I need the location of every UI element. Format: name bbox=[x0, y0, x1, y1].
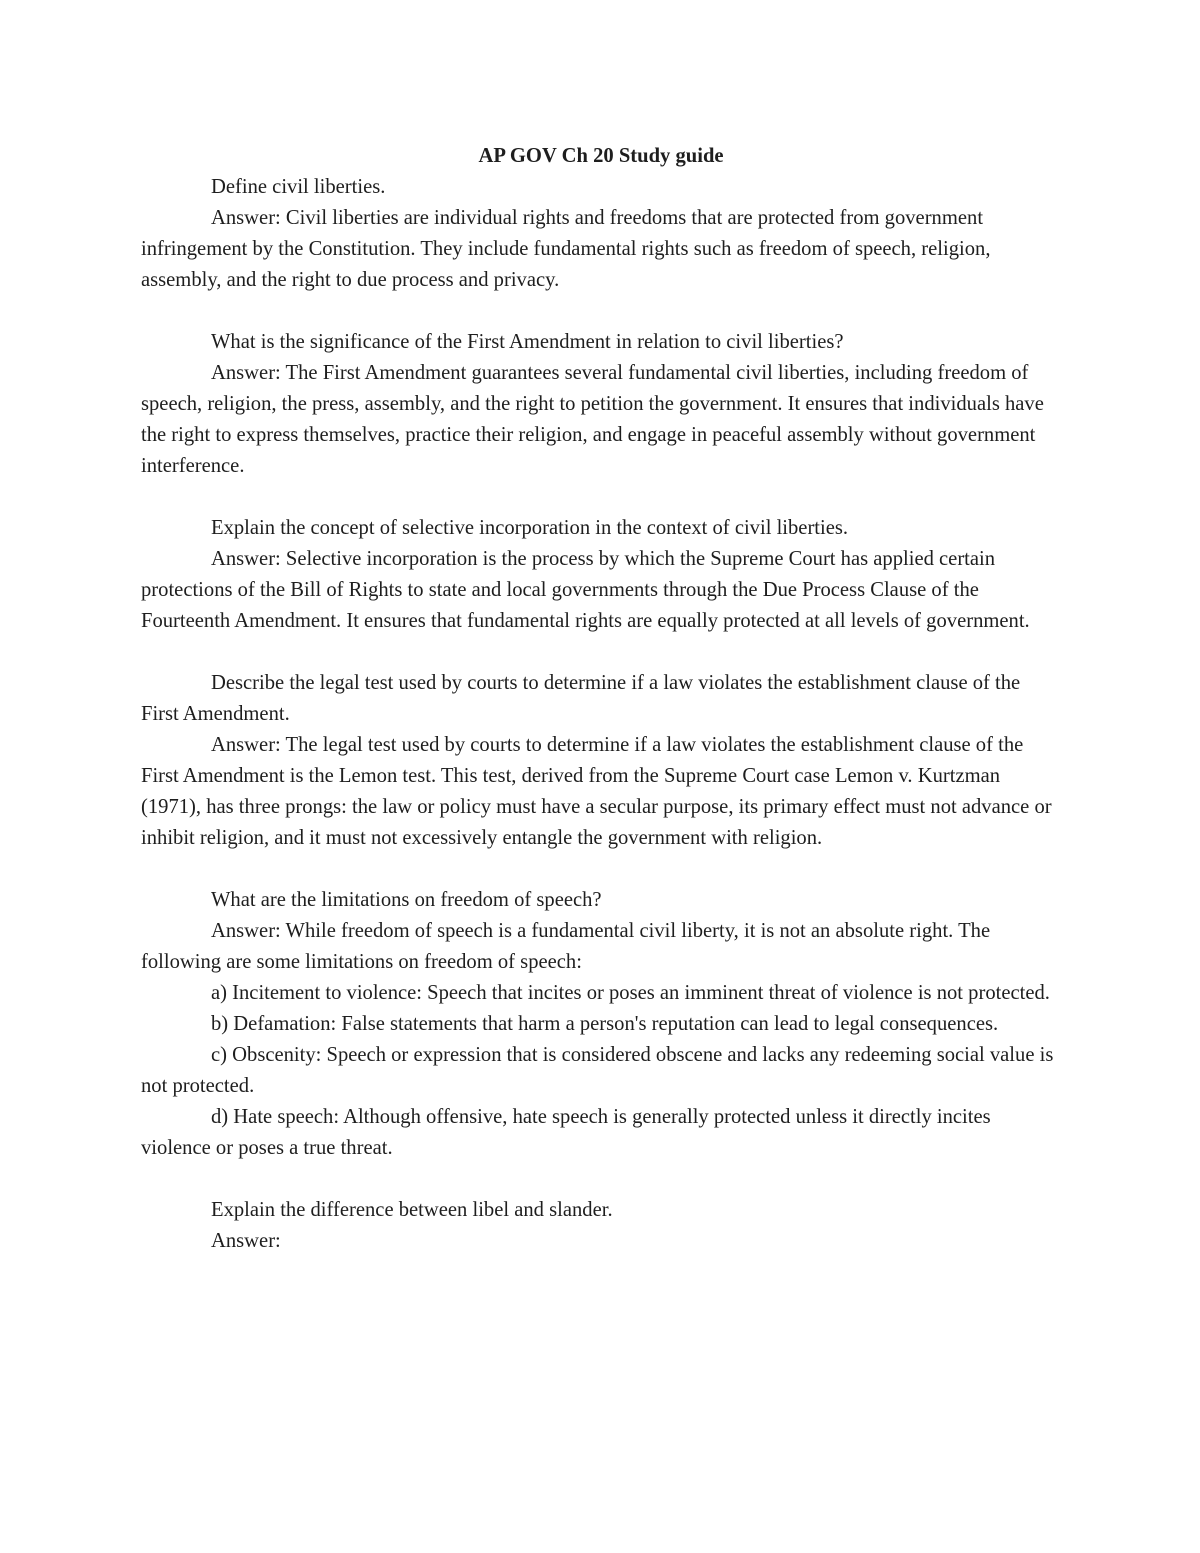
question-5: What are the limitations on freedom of speech? bbox=[211, 889, 602, 911]
answer-2: Answer: The First Amendment guarantees several fundamental civil liberties, including freedom of speech, religion, the press, assembly, and the right to petition the government. It ensures that individuals have the right to express themselves, practice their religion, and engage in peaceful assembly without government interference. bbox=[141, 362, 1044, 477]
answer-3: Answer: Selective incorporation is the process by which the Supreme Court has applied certain protections of the Bill of Rights to state and local governments through the Due Process Clause of the Fourteenth Amendment. It ensures that fundamental rights are equally protected at all levels of government. bbox=[141, 548, 1030, 632]
answer-6: Answer: bbox=[211, 1230, 281, 1252]
document-body bbox=[141, 141, 1061, 1257]
limitation-item: b) Defamation: False statements that harm a person's reputation can lead to legal consequences. bbox=[211, 1013, 999, 1035]
question-2: What is the significance of the First Amendment in relation to civil liberties? bbox=[211, 331, 844, 353]
qa-item-4 bbox=[141, 668, 1061, 854]
answer-5: Answer: While freedom of speech is a fundamental civil liberty, it is not an absolute right. The following are some limitations on freedom of speech: bbox=[141, 920, 991, 973]
limitation-item: d) Hate speech: Although offensive, hate speech is generally protected unless it directly incites violence or poses a true threat. bbox=[141, 1106, 991, 1159]
qa-item-6 bbox=[141, 1195, 1061, 1257]
qa-item-2 bbox=[141, 327, 1061, 482]
limitation-item: c) Obscenity: Speech or expression that is considered obscene and lacks any redeeming social value is not protected. bbox=[141, 1044, 1054, 1097]
limitation-item: a) Incitement to violence: Speech that incites or poses an imminent threat of violence is not protected. bbox=[211, 982, 1050, 1004]
page-title: AP GOV Ch 20 Study guide bbox=[478, 145, 724, 167]
question-3: Explain the concept of selective incorporation in the context of civil liberties. bbox=[211, 517, 849, 539]
qa-item-3 bbox=[141, 513, 1061, 637]
question-4: Describe the legal test used by courts to determine if a law violates the establishment clause of the First Amendment. bbox=[141, 672, 1021, 725]
qa-item-1 bbox=[141, 172, 1061, 296]
answer-1: Answer: Civil liberties are individual rights and freedoms that are protected from government infringement by the Constitution. They include fundamental rights such as freedom of speech, religion, assembly, and the right to due process and privacy. bbox=[141, 207, 991, 291]
answer-4: Answer: The legal test used by courts to determine if a law violates the establishment clause of the First Amendment is the Lemon test. This test, derived from the Supreme Court case Lemon v. Kurtzman (1971), has three prongs: the law or policy must have a secular purpose, its primary effect must not advance or inhibit religion, and it must not excessively entangle the government with religion. bbox=[141, 734, 1052, 849]
question-1: Define civil liberties. bbox=[211, 176, 386, 198]
qa-item-5 bbox=[141, 885, 1061, 1164]
question-6: Explain the difference between libel and slander. bbox=[211, 1199, 613, 1221]
